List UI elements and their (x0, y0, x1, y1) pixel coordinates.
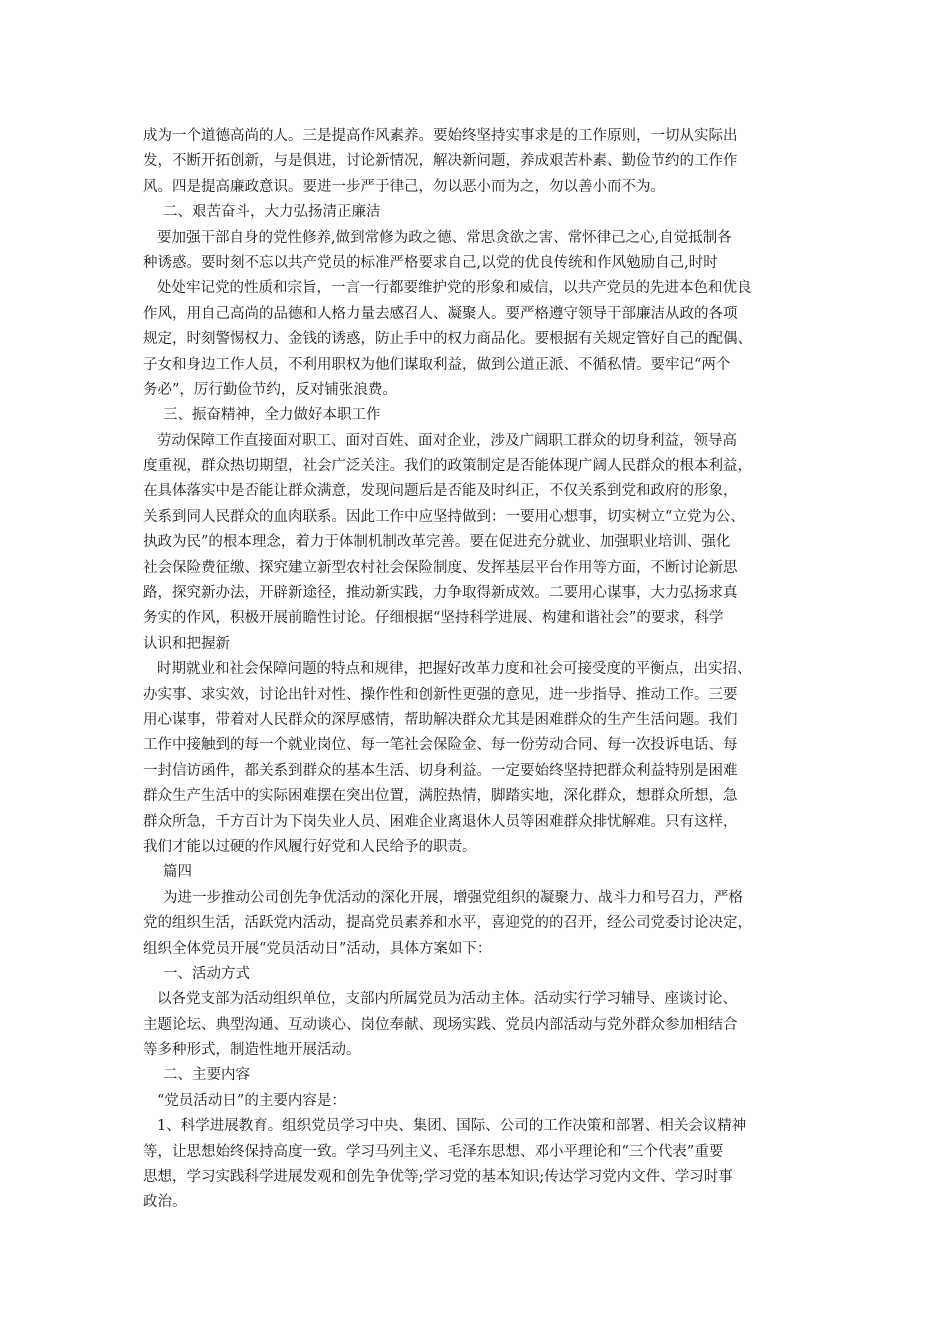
text-line: 认识和把握新 (143, 635, 230, 652)
text-line: 种诱惑。要时刻不忘以共产党员的标准严格要求自己,以党的优良传统和作风勉励自己,时时 (143, 254, 718, 271)
text-line: 关系到同人民群众的血肉联系。因此工作中应坚持做到：一要用心想事，切实树立“立党为公、 (143, 508, 745, 525)
text-line: 篇四 (163, 864, 192, 881)
text-line: 执政为民”的根本理念，着力于体制机制改革完善。要在促进充分就业、加强职业培训、强化 (143, 534, 731, 551)
text-line: 我们才能以过硬的作风履行好党和人民给予的职责。 (143, 838, 477, 855)
text-line: 群众生产生活中的实际困难摆在突出位置，满腔热情，脚踏实地，深化群众，想群众所想，急 (143, 788, 738, 805)
text-line: 群众所急，千方百计为下岗失业人员、困难企业离退休人员等困难群众排忧解难。只有这样， (143, 813, 738, 830)
text-line: 用心谋事，带着对人民群众的深厚感情，帮助解决群众尤其是困难群众的生产生活问题。我们 (143, 711, 738, 728)
text-line: 等，让思想始终保持高度一致。学习马列主义、毛泽东思想、邓小平理论和“三个代表”重要 (143, 1143, 724, 1160)
text-line: 作风，用自己高尚的品德和人格力量去感召人、凝聚人。要严格遵守领导干部廉洁从政的各项 (143, 305, 738, 322)
text-line: 发，不断开拓创新，与是俱进，讨论新情况，解决新问题，养成艰苦朴素、勤俭节约的工作作 (143, 153, 738, 170)
text-line: 思想，学习实践科学进展发观和创先争优等;学习党的基本知识;传达学习党内文件、学习时事 (143, 1169, 733, 1186)
text-line: 路，探究新办法，开辟新途径，推动新实践，力争取得新成效。二要用心谋事，大力弘扬求真 (143, 585, 738, 602)
text-line: 成为一个道德高尚的人。三是提高作风素养。要始终坚持实事求是的工作原则，一切从实际出 (143, 128, 738, 144)
text-line: 子女和身边工作人员，不利用职权为他们谋取利益，做到公道正派、不循私情。要牢记“两个 (143, 356, 731, 373)
text-line: 在具体落实中是否能让群众满意，发现问题后是否能及时纠正，不仅关系到党和政府的形象， (143, 483, 738, 500)
text-line: 社会保险费征缴、探究建立新型农村社会保险制度、发挥基层平台作用等方面，不断讨论新思 (143, 559, 738, 576)
text-line: 务必”，厉行勤俭节约，反对铺张浪费。 (143, 381, 397, 398)
text-line: 规定，时刻警惕权力、金钱的诱惑，防止手中的权力商品化。要根据有关规定管好自己的配偶、 (143, 331, 752, 348)
text-line: 主题论坛、典型沟通、互动谈心、岗位奉献、现场实践、党员内部活动与党外群众参加相结合 (143, 1016, 738, 1033)
text-line: 劳动保障工作直接面对职工、面对百姓、面对企业，涉及广阔职工群众的切身利益，领导高 (157, 432, 737, 449)
text-line: 处处牢记党的性质和宗旨，一言一行都要维护党的形象和威信，以共产党员的先进本色和优良 (157, 280, 752, 297)
text-line: 二、艰苦奋斗，大力弘扬清正廉洁 (163, 204, 381, 221)
text-line: 时期就业和社会保障问题的特点和规律，把握好改革力度和社会可接受度的平衡点，出实招、 (157, 661, 752, 678)
text-line: 工作中接触到的每一个就业岗位、每一笔社会保险金、每一份劳动合同、每一次投诉电话、每 (143, 737, 738, 754)
text-line: 一封信访函件，都关系到群众的基本生活、切身利益。一定要始终坚持把群众利益特别是困难 (143, 762, 738, 779)
text-line: 等多种形式，制造性地开展活动。 (143, 1042, 361, 1059)
text-line: 二、主要内容 (163, 1067, 250, 1084)
text-line: 组织全体党员开展“党员活动日”活动，具体方案如下： (143, 940, 492, 957)
text-line: 风。四是提高廉政意识。要进一步严于律己，勿以恶小而为之，勿以善小而不为。 (143, 178, 665, 195)
document-body (143, 124, 810, 1216)
text-line: 为进一步推动公司创先争优活动的深化开展，增强党组织的凝聚力、战斗力和号召力，严格 (163, 889, 743, 906)
text-line: “党员活动日”的主要内容是： (157, 1092, 346, 1109)
text-line: 办实事、求实效，讨论出针对性、操作性和创新性更强的意见，进一步指导、推动工作。三要 (143, 686, 738, 703)
text-line: 务实的作风，积极开展前瞻性讨论。仔细根据“坚持科学进展、构建和谐社会”的要求，科学 (143, 610, 724, 627)
text-line: 政治。 (143, 1194, 187, 1211)
text-line: 要加强干部自身的党性修养,做到常修为政之德、常思贪欲之害、常怀律己之心,自觉抵制各 (157, 229, 732, 246)
text-line: 度重视，群众热切期望，社会广泛关注。我们的政策制定是否能体现广阔人民群众的根本利益， (143, 458, 752, 475)
text-line: 以各党支部为活动组织单位，支部内所属党员为活动主体。活动实行学习辅导、座谈讨论、 (157, 991, 737, 1008)
text-line: 1、科学进展教育。组织党员学习中央、集团、国际、公司的工作决策和部署、相关会议精神 (157, 1118, 747, 1135)
text-line: 三、振奋精神，全力做好本职工作 (163, 407, 381, 424)
text-line: 党的组织生活，活跃党内活动，提高党员素养和水平，喜迎党的的召开，经公司党委讨论决定， (143, 915, 752, 932)
text-line: 一、活动方式 (163, 965, 250, 982)
